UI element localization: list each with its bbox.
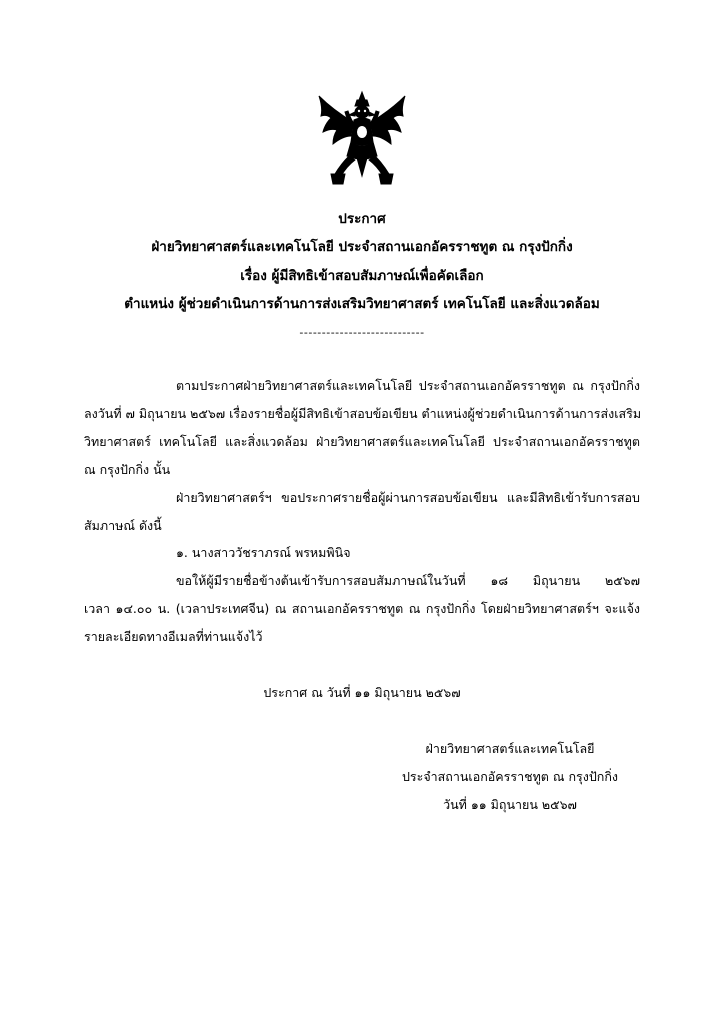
paragraph-3-line-1: ขอให้ผู้มีรายชื่อข้างต้นเข้ารับการสอบสัมภาษณ์ในวันที่ ๑๘ มิถุนายน ๒๕๖๗ xyxy=(176,573,640,588)
paragraph-3-line-2: เวลา ๑๔.๐๐ น. (เวลาประเทศจีน) ณ สถานเอกอัครราชทูต ณ กรุงปักกิ่ง โดยฝ่ายวิทยาศาสตร์ฯ จะแจ้ง xyxy=(84,601,640,616)
paragraph-1-line-4: ณ กรุงปักกิ่ง นั้น xyxy=(84,462,171,477)
announcement-date: ประกาศ ณ วันที่ ๑๑ มิถุนายน ๒๕๖๗ xyxy=(263,685,461,700)
paragraph-2-line-1: ฝ่ายวิทยาศาสตร์ฯ ขอประกาศรายชื่อผู้ผ่านการสอบข้อเขียน และมีสิทธิเข้ารับการสอบ xyxy=(176,490,640,505)
position-heading: ตำแหน่ง ผู้ช่วยดำเนินการด้านการส่งเสริมวิทยาศาสตร์ เทคโนโลยี และสิ่งแวดล้อม xyxy=(124,296,600,312)
paragraph-3-line-3: รายละเอียดทางอีเมลที่ท่านแจ้งไว้ xyxy=(84,629,263,644)
subject-heading: เรื่อง ผู้มีสิทธิเข้าสอบสัมภาษณ์เพื่อคัดเลือก xyxy=(240,268,484,284)
paragraph-1-line-2: ลงวันที่ ๗ มิถุนายน ๒๕๖๗ เรื่องรายชื่อผู้มีสิทธิเข้าสอบข้อเขียน ตำแหน่งผู้ช่วยดำเนินการด้านการส่งเสริม xyxy=(84,406,642,421)
signature-department: ฝ่ายวิทยาศาสตร์และเทคโนโลยี xyxy=(425,741,595,756)
signature-date: วันที่ ๑๑ มิถุนายน ๒๕๖๗ xyxy=(443,797,577,812)
heading-divider: ---------------------------- xyxy=(299,326,425,339)
list-item: ๑. นางสาววัชราภรณ์ พรหมพินิจ xyxy=(176,545,351,560)
garuda-emblem-icon xyxy=(313,90,411,190)
paragraph-1-line-3: วิทยาศาสตร์ เทคโนโลยี และสิ่งแวดล้อม ฝ่ายวิทยาศาสตร์และเทคโนโลยี ประจำสถานเอกอัครราชทูต xyxy=(84,434,640,449)
paragraph-2-line-2: สัมภาษณ์ ดังนี้ xyxy=(84,518,162,533)
announcement-title: ประกาศ xyxy=(338,211,386,227)
issuer-heading: ฝ่ายวิทยาศาสตร์และเทคโนโลยี ประจำสถานเอกอัครราชทูต ณ กรุงปักกิ่ง xyxy=(151,239,573,255)
paragraph-1-line-1: ตามประกาศฝ่ายวิทยาศาสตร์และเทคโนโลยี ประจำสถานเอกอัครราชทูต ณ กรุงปักกิ่ง xyxy=(176,378,640,393)
signature-embassy: ประจำสถานเอกอัครราชทูต ณ กรุงปักกิ่ง xyxy=(401,769,619,784)
